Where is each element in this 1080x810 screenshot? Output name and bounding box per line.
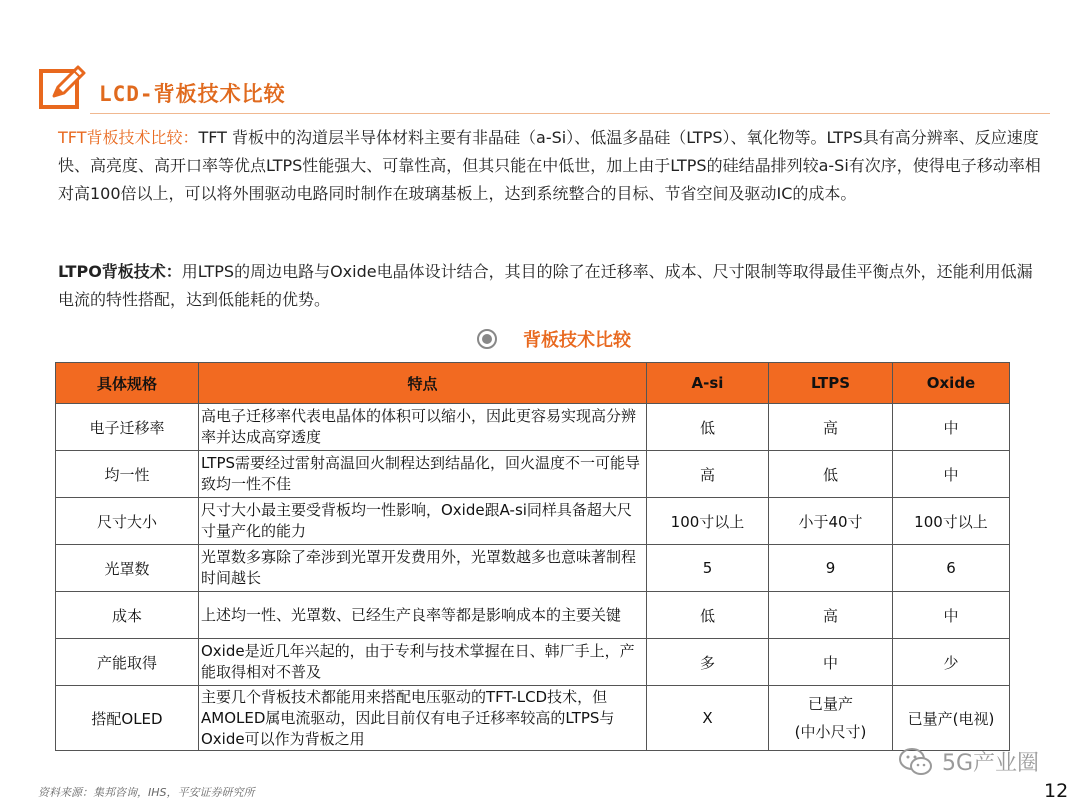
- cell-ltps: 高: [769, 592, 893, 639]
- cell-feature: 高电子迁移率代表电晶体的体积可以缩小，因此更容易实现高分辨率并达成高穿透度: [199, 404, 647, 451]
- cell-ltps: 中: [769, 639, 893, 686]
- ltpo-body: 用LTPS的周边电路与Oxide电晶体设计结合，其目的除了在迁移率、成本、尺寸限制等取得最佳平衡点外，还能利用低漏电流的特性搭配，达到低能耗的优势。: [58, 262, 1033, 309]
- header-asi: A-si: [647, 363, 769, 404]
- cell-oxide: 中: [893, 404, 1010, 451]
- ltpo-lead: LTPO背板技术：: [58, 262, 182, 281]
- cell-spec: 尺寸大小: [56, 498, 199, 545]
- cell-asi: 低: [647, 404, 769, 451]
- header-oxide: Oxide: [893, 363, 1010, 404]
- radio-bullet-icon: [477, 329, 497, 349]
- header-spec: 具体规格: [56, 363, 199, 404]
- page-number: 12: [1044, 780, 1069, 802]
- table-row: [56, 639, 1010, 686]
- tft-paragraph: [58, 124, 1048, 208]
- cell-spec: 产能取得: [56, 639, 199, 686]
- cell-oxide: 已量产(电视): [893, 686, 1010, 751]
- table-row: [56, 545, 1010, 592]
- page-title: LCD-背板技术比较: [99, 82, 286, 106]
- ltpo-paragraph: [58, 258, 1048, 314]
- cell-ltps: 小于40寸: [769, 498, 893, 545]
- table-row: [56, 451, 1010, 498]
- source-note: 资料来源：集邦咨询，IHS，平安证券研究所: [38, 786, 255, 799]
- table-caption-text: 背板技术比较: [523, 330, 631, 351]
- cell-ltps: 已量产 (中小尺寸): [769, 686, 893, 751]
- cell-oxide: 6: [893, 545, 1010, 592]
- cell-oxide: 少: [893, 639, 1010, 686]
- table-row: [56, 592, 1010, 639]
- table-caption: [477, 324, 631, 354]
- cell-ltps: 低: [769, 451, 893, 498]
- cell-feature: Oxide是近几年兴起的，由于专利与技术掌握在日、韩厂手上，产能取得相对不普及: [199, 639, 647, 686]
- cell-spec: 搭配OLED: [56, 686, 199, 751]
- watermark-text: 5G产业圈: [942, 751, 1040, 776]
- cell-spec: 电子迁移率: [56, 404, 199, 451]
- cell-asi: 低: [647, 592, 769, 639]
- cell-oxide: 中: [893, 592, 1010, 639]
- cell-ltps: 9: [769, 545, 893, 592]
- comparison-table: [55, 362, 1010, 751]
- cell-asi: 多: [647, 639, 769, 686]
- wechat-icon: [898, 747, 934, 777]
- cell-oxide: 中: [893, 451, 1010, 498]
- cell-feature: 尺寸大小最主要受背板均一性影响，Oxide跟A-si同样具备超大尺寸量产化的能力: [199, 498, 647, 545]
- tft-lead: TFT背板技术比较：: [58, 128, 199, 147]
- title-divider: [90, 113, 1050, 114]
- cell-asi: 高: [647, 451, 769, 498]
- cell-feature: 主要几个背板技术都能用来搭配电压驱动的TFT-LCD技术，但AMOLED属电流驱动，因此目前仅有电子迁移率较高的LTPS与Oxide可以作为背板之用: [199, 686, 647, 751]
- cell-spec: 光罩数: [56, 545, 199, 592]
- cell-oxide: 100寸以上: [893, 498, 1010, 545]
- header-ltps: LTPS: [769, 363, 893, 404]
- cell-asi: 100寸以上: [647, 498, 769, 545]
- header-feature: 特点: [199, 363, 647, 404]
- table-row: [56, 686, 1010, 751]
- cell-asi: X: [647, 686, 769, 751]
- cell-spec: 均一性: [56, 451, 199, 498]
- cell-feature: 上述均一性、光罩数、已经生产良率等都是影响成本的主要关键: [199, 592, 647, 639]
- cell-ltps: 高: [769, 404, 893, 451]
- watermark: [898, 746, 1039, 777]
- cell-feature: 光罩数多寡除了牵涉到光罩开发费用外，光罩数越多也意味著制程时间越长: [199, 545, 647, 592]
- cell-feature: LTPS需要经过雷射高温回火制程达到结晶化，回火温度不一可能导致均一性不佳: [199, 451, 647, 498]
- cell-spec: 成本: [56, 592, 199, 639]
- table-header-row: [56, 363, 1010, 404]
- table-row: [56, 498, 1010, 545]
- table-row: [56, 404, 1010, 451]
- cell-asi: 5: [647, 545, 769, 592]
- tft-body: TFT 背板中的沟道层半导体材料主要有非晶硅（a-Si）、低温多晶硅（LTPS）、氧化物等。LTPS具有高分辨率、反应速度快、高亮度、高开口率等优点LTPS性能强大、可靠性高，但其只能在中低世，加上由于LTPS的硅结晶排列较a-Si有次序，使得电子移动率相对高100倍以上，可以将外围驱动电路同时制作在玻璃基板上，达到系统整合的目标、节省空间及驱动IC的成本。: [58, 128, 1041, 203]
- edit-pencil-icon: [38, 62, 88, 112]
